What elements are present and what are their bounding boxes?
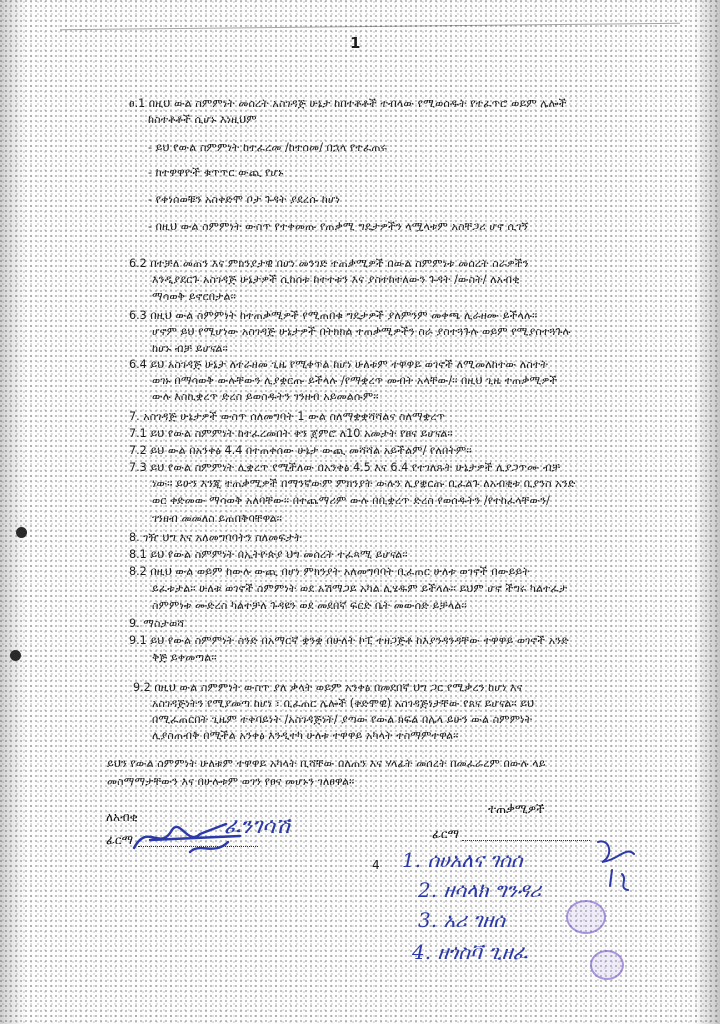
punch-hole [16,527,27,538]
text-line: አስገዳጅነትን የሚያመጣ ከሆነ ፣ ቢፈጠር ሌሎች (ቀድሞዊ) አስገዳጅነታቸው የጸና ይሆናል፡፡ ይህ [152,697,535,710]
text-line: ከስተቶቶች ሲሆኑ እነዚህም [148,113,257,126]
text-line: መስማማታቸውን እና በሁሉቱም ወገን የፀና መሆኑን ገለፀዋል፡፡ [107,775,355,788]
text-line: 7.2 ይህ ውል በአንቀፅ 4.4 በተጠቀሰው ሁኔታ ውጪ መሻሻል አይችልም/ የለበትም፡፡ [129,444,472,457]
fold-line [60,23,680,30]
text-line: 8. ገዥ ህግ እና አለመግባባትን ስለመፍታት [129,531,302,544]
text-line: ወር ቀድመው ማሳወቅ አለባቸው፡፡ በተጨማሪም ውሉ በቢቋረጥ ድረስ የወሰዱትን /የተከፈላቸውን/ [152,494,550,507]
text-line: 6.3 በዚህ ውል ስምምነት ከተጠቃሚዎች የሚጠበቁ ግዴታዎች ያለምንም መቀጫ ሊራዘሙ ይችላሉ፡፡ [129,309,538,322]
text-line: ገንዘብ መመለስ ይጠበቅባቸዋል፡፡ [152,512,282,525]
text-line: 7.1 ይህ የውል ስምምነት ከተፈረመበት ቀን ጀምሮ ለ10 አመታት የፀና ይሆናል፡፡ [129,427,453,440]
text-line: 7. አስገዳጅ ሁኔታዎች ውስጥ ሰለመግባት 1 ውል ስለማቋቋሻሻልና ስለማቋረጥ [129,410,446,423]
thumbprint-stamp [590,950,624,980]
text-line: - የቀነሰወቹን አስቀድሞ ቦታ ጉዳት ያደረሱ ከሆነ [148,193,340,206]
left-signatory-heading: ለአብቂ [106,810,138,824]
page-number: 1 [350,34,361,52]
text-line: - ከተዋዋዮች ቁጥጥር ውጪ የሆኑ [148,166,284,179]
text-line: 7.3 ይህ የውል ስምምነት ሊቋረጥ የሚችለው በአንቀፅ 4.5 እና 6.4 የተገለጹት ሁኔታዎች ሊያጋጥሙ ብቻ [129,461,561,474]
text-line: ወገኑ በማሳወቅ ውሉቸውን ሊያቋርጡ ይችላሉ /የማቋረጥ መብት አላቸው/፡፡ በዚህ ጊዜ ተጠቃሚዎች [152,374,558,387]
text-line: ፀ.1 በዚህ ውል ስምምነት መሰረት አስገዳጅ ሁኔታ ከበተቶቶች ተብላው የሚወሰዱት የተፈጥሮ ወይም ሌሎች [129,97,567,110]
beneficiary-name: 1. ሰሀአለና ገሰሰ [402,848,523,872]
text-line: ይህን የውል ስምምነት ሁለቱም ተዋዋይ አካላት ቢሻቸው በለጠን እና ሃላፊት መሰረት በመፈራረም በውሉ ላይ [107,757,546,770]
text-line: 8.2 በዚህ ውል ወይም ከውሉ ውጪ በሆነ ምክንያት አለመግባባት ቢፈጠር ሁለቱ ወገኖች በውይይት [129,565,530,578]
text-line: 6.2 በተቻለ መጠን እና ምክንያታዊ በሆነ መንገድ ተጠቃሚዎች በውል ስምምነቱ መሰረት ስራዎችን [129,257,529,270]
text-line: 6.4 ይህ አስገዳጅ ሁኔታ ለተራዘመ ጊዜ የሚቀጥል ከሆነ ሁለቱም ተዋዋይ ወገኖች ለሚመለከተው ለስተት [129,358,549,371]
text-line: ሆኖም ይህ የሚሆነው አስገዳጅ ሁኔታዎች በትክክል ተጠቃሚዎችን ስራ ያስተጓጉሉ ወይም የሚያስተጓጉሉ [152,325,571,338]
text-line: 8.1 ይህ የውል ስምምነት በኢትዮጵያ ህግ መሰረት ተፈጻሚ ይሆናል፡፡ [129,548,408,561]
punch-hole [10,650,21,661]
left-signature-label: ፊርማ [106,833,134,847]
text-line: 9. ማስታወሻ [129,617,185,630]
right-signature-line [462,840,590,841]
left-signature-name: ፈንገሳሽ [224,814,290,839]
right-edge-shadow [694,0,720,1024]
beneficiary-signature-scribble [588,834,648,894]
thumbprint-stamp [566,900,606,934]
text-line: ቅጅ ይቀመጣል፡፡ [152,651,217,664]
text-line: ከሆኑ ብቻ ይሆናል፡፡ [152,342,228,355]
text-line: ውሉ እስኪቋረጥ ድረስ ይወስዱትን ገንዘብ አይመልሱም፡፡ [152,390,379,403]
text-line: ይፈቱታል፡፡ ሁለቱ ወገኖች ስምምነት ወደ አሽማጋይ አካል ሊሄዱም ይችላሉ፡፡ ይህም ሆኖ ችግሩ ካልተፈታ [152,582,568,595]
beneficiary-name: 2. ዘሳላክ ግንዳሪ [418,878,542,902]
beneficiary-name: 3. አሪ ገዘሰ [418,908,505,932]
text-line: - በዚህ ውል ስምምነት ውስጥ የተቀመጡ የጠቃሚ ግዴታዎችን ላሟላቱም አስቸጋሪ ሆኖ ሲገኝ [148,220,529,233]
right-signature-label: ፊርማ [432,827,460,841]
beneficiary-name: 4. ዘጎስቫ ጊዘፈ [412,940,528,964]
text-line: ስምምነቱ ሙድረስ ካልተቻለ ጉዳዩን ወደ መደበኛ ፍርድ ቤት መውሰድ ይቻላል፡፡ [152,599,467,612]
text-line: እንዲያደርጉ አስገዳጅ ሁኔታዎች ሲከሰቱ ከተተቱን እና ያስተከተለውን ጉዳት /ውስት/ ለአብቂ [152,273,520,286]
left-edge-shadow [0,0,26,1024]
text-line: ሊያስጠብቅ በሚችል አንቀፅ እንዲተካ ሁለቱ ተዋዋይ አካላት ተስማምተዋል፡፡ [152,729,459,742]
text-line: 9.2 በዚህ ውል ስምምነት ውስጥ ያለ ቃላት ወይም አንቀፅ በመደበኛ ህግ ጋር የሚቃረን ከሆነ እና [133,681,523,694]
text-line: ነው፡፡ ይሁን እንጂ ተጠቃሚዎች በማንኛውም ምክንያት ውሉን ሊያቋርጡ ቢፈልጉ ለአብቂቱ ቢያንስ አንድ [152,477,576,490]
text-line: በሚፈጠርበት ጊዜም ተቀባይነት /አስገዳጅነት/ ያጣው የውል ክፍል በሌላ ይሁን ውል ስምምነት [152,713,533,726]
text-line: ማሳወቅ ይኖርበታል፡፡ [152,290,236,303]
right-signatory-heading: ተጠቃሚዎች [488,802,545,816]
footer-page-number: 4 [372,858,380,872]
text-line: 9.1 ይህ የውል ስምምነት ስንድ በአማርኛ ቋንቋ በሁለት ኮፒ ተዘጋጅቶ ከእያንዳንዳቸው ተዋዋይ ወገኖች አንድ [129,634,569,647]
text-line: - ይህ የውል ስምምነት ከተፈረመ /ከተሰመ/ በኋላ የተፈጠሩ [148,141,388,154]
